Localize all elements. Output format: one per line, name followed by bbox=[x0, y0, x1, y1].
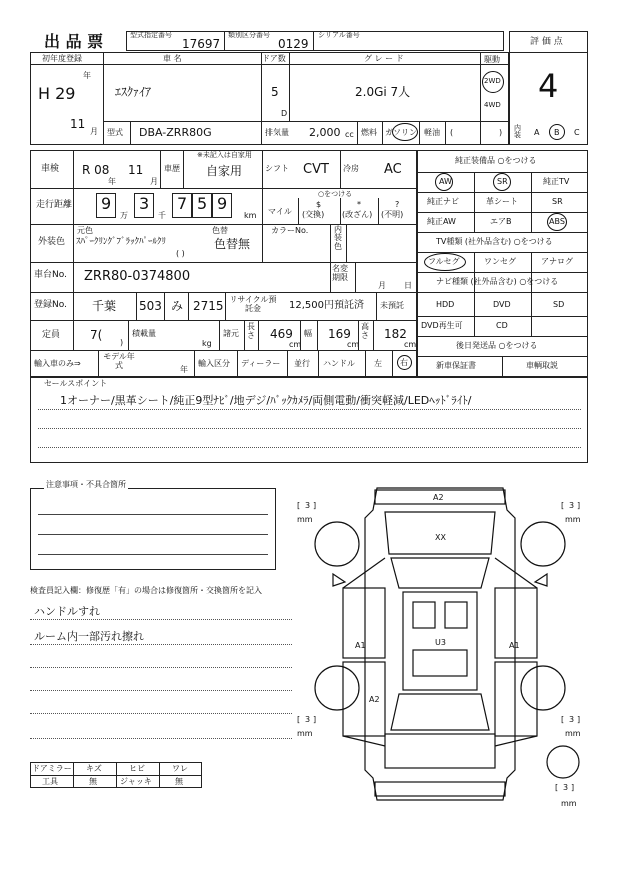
tire-spare-depth: 3 bbox=[563, 783, 569, 792]
shift-value: CVT bbox=[303, 162, 329, 177]
plate-label: 登録No. bbox=[34, 300, 67, 310]
svg-text:[: [ bbox=[561, 715, 565, 724]
svg-text:]: ] bbox=[571, 783, 575, 792]
wheel-front-left bbox=[315, 522, 359, 566]
wheel-rear-left bbox=[315, 666, 359, 710]
tire-rl-depth: 3 bbox=[305, 715, 311, 724]
svg-text:mm: mm bbox=[565, 729, 581, 738]
sales-point-label: セールスポイント bbox=[44, 379, 108, 388]
damage-mark-left-door: A1 bbox=[355, 641, 366, 650]
model-label: 型式 bbox=[107, 128, 123, 137]
import-only-label: 輸入車のみ⇒ bbox=[34, 359, 81, 368]
mileage-digit-4: 5 bbox=[197, 194, 208, 213]
damage-mark-roof: U3 bbox=[435, 638, 446, 647]
equip-tv: 純正TV bbox=[543, 177, 570, 186]
tv-fullseg: フルセグ bbox=[428, 257, 460, 266]
mileage-digit-5: 9 bbox=[217, 194, 228, 213]
grade-value: 2.0Gi 7人 bbox=[355, 85, 411, 99]
damage-mark-front-bumper: A2 bbox=[433, 493, 444, 502]
model-designation-value: 17697 bbox=[182, 37, 221, 51]
svg-text:mm: mm bbox=[297, 515, 313, 524]
fuel-label: 燃料 bbox=[361, 128, 377, 137]
equip-aw2: 純正AW bbox=[427, 217, 456, 226]
interior-color-label: 内装色 bbox=[334, 225, 342, 251]
tire-rr-depth: 3 bbox=[569, 715, 575, 724]
damage-mark-rear-left: A2 bbox=[369, 695, 380, 704]
right-rear-door bbox=[495, 662, 537, 736]
recycle-amount: 12,500円預託済 bbox=[289, 300, 364, 311]
load-label: 積載量 bbox=[132, 329, 156, 338]
tv-type-title: TV種類 (社外品含む) ○をつける bbox=[436, 237, 553, 246]
chassis-number: ZRR80-0374800 bbox=[84, 269, 191, 284]
door-count: 5 bbox=[271, 85, 279, 99]
damage-mark-right-door: A1 bbox=[509, 641, 520, 650]
usage-label: 車歴 bbox=[164, 164, 180, 173]
car-name-label: 車 名 bbox=[163, 54, 182, 63]
height-value: 182 bbox=[384, 327, 407, 341]
sales-point-box bbox=[30, 377, 588, 463]
svg-text:mm: mm bbox=[565, 515, 581, 524]
mileage-digit-2: 3 bbox=[139, 194, 150, 213]
category-value: 0129 bbox=[278, 37, 309, 51]
tire-fl-depth: 3 bbox=[305, 501, 311, 510]
chassis-label: 車台No. bbox=[34, 270, 67, 280]
note-line-1: ハンドルすれ bbox=[34, 605, 100, 618]
displacement-value: 2,000 bbox=[309, 126, 341, 139]
svg-text:[: [ bbox=[561, 501, 565, 510]
spare-wheel bbox=[547, 746, 579, 778]
later-shipping-title: 後日発送品 ○をつける bbox=[456, 341, 538, 350]
equip-sr: SR bbox=[497, 177, 508, 186]
model-value: DBA-ZRR80G bbox=[139, 126, 212, 139]
svg-text:]: ] bbox=[577, 715, 581, 724]
serial-label: シリアル番号 bbox=[318, 31, 360, 39]
name-change-label: 名変期限 bbox=[332, 264, 348, 282]
caution-box bbox=[30, 488, 276, 570]
caution-label: 注意事項・不具合箇所 bbox=[46, 480, 126, 489]
rating-value: 4 bbox=[538, 67, 559, 105]
car-name: ｴｽｸｧｲｱ bbox=[115, 85, 152, 99]
recycle-label: リサイクル預託金 bbox=[229, 295, 277, 314]
drive-label: 駆動 bbox=[484, 55, 500, 64]
svg-text:]: ] bbox=[313, 715, 317, 724]
rear-bumper bbox=[375, 782, 505, 796]
handle-side: 右 bbox=[400, 358, 408, 367]
car-damage-diagram bbox=[285, 470, 595, 810]
wheel-rear-right bbox=[521, 666, 565, 710]
mileage-digit-3: 7 bbox=[177, 194, 188, 213]
equip-navi: 純正ナビ bbox=[427, 197, 459, 206]
dims-label: 諸元 bbox=[223, 329, 239, 338]
svg-text:[: [ bbox=[555, 783, 559, 792]
note-line-2: ルーム内一部汚れ擦れ bbox=[34, 630, 144, 643]
shaken-label: 車検 bbox=[41, 164, 60, 174]
sales-point-text: 1オーナー/黒革シート/純正9型ﾅﾋﾞ/地デジ/ﾊﾞｯｸｶﾒﾗ/両側電動/衝突軽減/LEDﾍｯﾄﾞﾗｲﾄ/ bbox=[60, 394, 472, 407]
width-value: 169 bbox=[328, 327, 351, 341]
rating-label: 評 価 点 bbox=[530, 37, 563, 47]
first-reg-month: 11 bbox=[70, 117, 86, 131]
displacement-label: 排気量 bbox=[265, 128, 289, 137]
plate-number: 2715 bbox=[193, 299, 224, 313]
tire-fr-depth: 3 bbox=[569, 501, 575, 510]
svg-text:mm: mm bbox=[561, 799, 577, 808]
plate-class: 503 bbox=[139, 299, 162, 313]
length-value: 469 bbox=[270, 327, 293, 341]
first-reg-year: H 29 bbox=[38, 84, 76, 103]
tv-oneseg: ワンセグ bbox=[484, 257, 516, 266]
equip-leather: 革シート bbox=[486, 197, 518, 206]
color-number-label: カラーNo. bbox=[271, 226, 309, 235]
fuel-value: ガソリン bbox=[385, 128, 417, 137]
standard-equipment-title: 純正装備品 ○をつける bbox=[455, 156, 537, 165]
original-color: ｽﾊﾟｰｸﾘﾝｸﾞﾌﾞﾗｯｸﾊﾟｰﾙｸﾘ bbox=[76, 237, 167, 247]
plate-kana: み bbox=[171, 299, 184, 313]
tv-analog: アナログ bbox=[541, 257, 573, 266]
color-label: 外装色 bbox=[38, 237, 66, 247]
svg-text:]: ] bbox=[577, 501, 581, 510]
equip-airbag: エアB bbox=[490, 217, 512, 226]
door-label: ドア数 bbox=[262, 54, 286, 63]
category-label: 類別区分番号 bbox=[228, 31, 270, 39]
svg-text:[: [ bbox=[297, 715, 301, 724]
navi-type-title: ナビ種類 (社外品含む) ○をつける bbox=[436, 277, 559, 286]
svg-text:mm: mm bbox=[297, 729, 313, 738]
shaken-month: 11 bbox=[128, 163, 144, 177]
capacity-value: 7( bbox=[90, 328, 103, 342]
tire-fl-bracket: [ bbox=[297, 501, 301, 510]
rear-window bbox=[391, 694, 489, 730]
rear-hatch bbox=[385, 734, 495, 768]
inspector-note-label: 検査員記入欄：修復歴「有」の場合は修復箇所・交換箇所を記入 bbox=[30, 586, 262, 595]
equip-aw: AW bbox=[439, 177, 452, 186]
windshield bbox=[391, 558, 489, 588]
shaken-year: R 08 bbox=[82, 163, 110, 177]
model-designation-label: 型式指定番号 bbox=[130, 31, 172, 39]
plate-region: 千葉 bbox=[92, 299, 117, 313]
first-reg-label: 初年度登録 bbox=[42, 54, 82, 63]
wheel-front-right bbox=[521, 522, 565, 566]
damage-mark-hood: XX bbox=[435, 533, 446, 542]
recycle-unpaid: 未預託 bbox=[380, 301, 404, 310]
mileage-label: 走行距離 bbox=[36, 200, 73, 210]
repaint-status: 色替無 bbox=[214, 237, 251, 251]
capacity-label: 定員 bbox=[42, 330, 61, 340]
mile-label: マイル bbox=[268, 207, 292, 216]
model-year-label: モデル年式 bbox=[103, 352, 135, 370]
ac-label: 冷房 bbox=[343, 164, 359, 173]
import-type-label: 輸入区分 bbox=[198, 359, 230, 368]
equip-sr2: SR bbox=[552, 197, 563, 206]
svg-text:]: ] bbox=[313, 501, 317, 510]
usage-value: 自家用 bbox=[206, 164, 243, 178]
document-title: 出 品 票 bbox=[44, 32, 104, 51]
equip-abs: ABS bbox=[549, 217, 565, 226]
mileage-digit-1: 9 bbox=[101, 194, 112, 213]
interior-label: 内装 bbox=[514, 124, 521, 139]
ac-value: AC bbox=[384, 162, 402, 177]
handle-label: ハンドル bbox=[323, 359, 355, 368]
shift-label: シフト bbox=[265, 164, 289, 173]
interior-grade: B bbox=[554, 128, 560, 137]
grade-label: グ レ ー ド bbox=[364, 54, 404, 63]
